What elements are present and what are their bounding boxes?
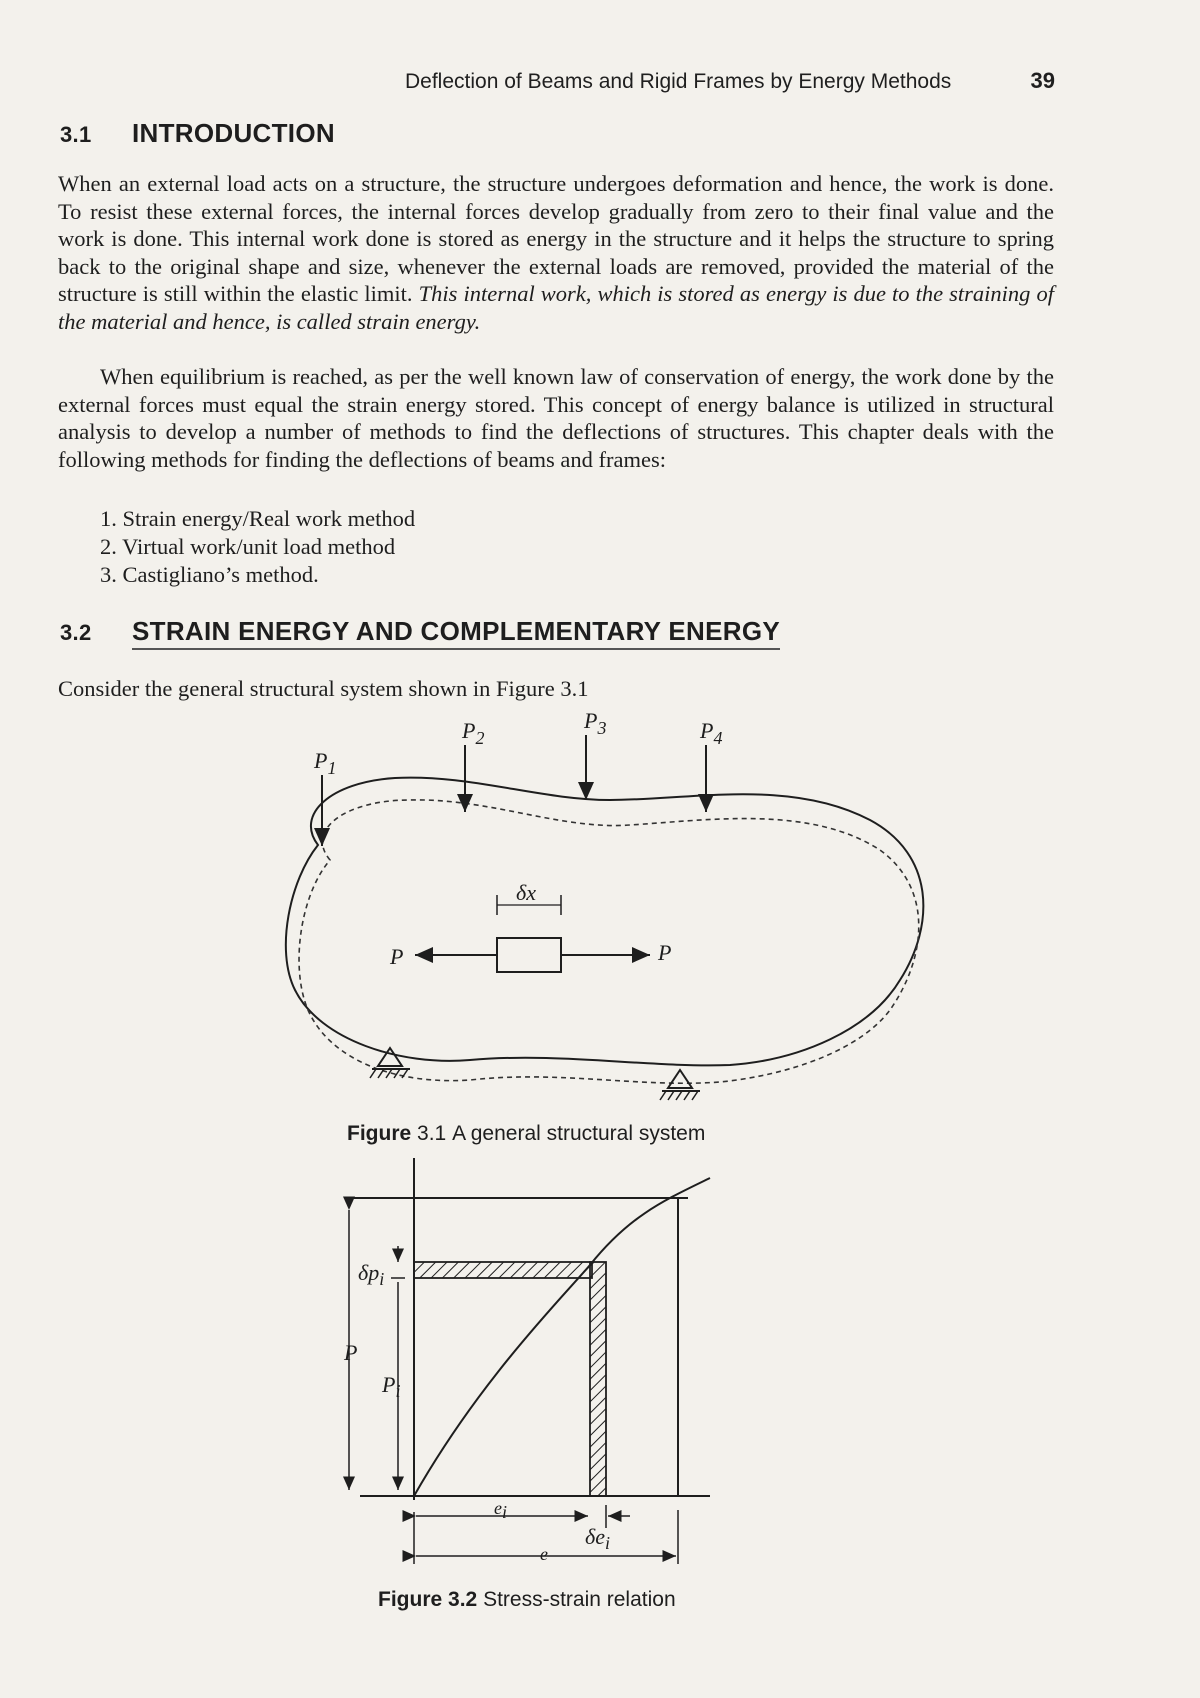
figure-caption-text: A general structural system [452,1122,706,1145]
figure-3-1-drawing [286,708,924,1100]
figure-3-2-caption [378,1588,676,1612]
load-label-p3: $P_3$ [584,708,607,738]
list-item: 1. Strain energy/Real work method [100,506,416,531]
label-Pi: $P_i$ [382,1372,401,1401]
figure-label: Figure [347,1122,412,1145]
strain-energy-definition: This internal work, which is stored as energy is due to the straining of the material and hence, is called strain energy. [58,281,1055,334]
hatched-strip-vertical [590,1262,606,1496]
label-dpi: $\delta p_i$ [358,1260,385,1289]
figure-number: 3.2 [448,1588,478,1611]
section-title: STRAIN ENERGY AND COMPLEMENTARY ENERGY [132,616,780,650]
label-dei: $\delta e_i$ [585,1524,611,1553]
figure-3-2-drawing [343,1158,710,1564]
label-ei: ei [494,1498,508,1522]
figure-caption-text: Stress-strain relation [483,1588,676,1611]
page-number: 39 [1030,68,1055,93]
stress-strain-curve [414,1178,710,1496]
element-dx-label: δx [516,880,536,905]
body-outline [286,778,924,1066]
running-title: Deflection of Beams and Rigid Frames by Energy Methods [405,70,952,93]
support-left [370,1048,410,1078]
figure-3-1-caption [347,1122,705,1146]
figure-label: Figure [378,1588,443,1611]
element-box [497,938,561,972]
load-label-p4: $P_4$ [700,718,723,748]
label-P: P [344,1340,358,1365]
element-force-left-label: P [390,944,404,969]
section-number: 3.2 [60,620,92,645]
load-label-p1: $P_1$ [314,748,337,778]
hatched-strip-horizontal [414,1262,592,1278]
element-force-right-label: P [658,940,672,965]
load-label-p2: $P_2$ [462,718,485,748]
figure-number: 3.1 [417,1122,447,1145]
list-item: 3. Castigliano’s method. [100,562,319,587]
section-number: 3.1 [60,122,92,147]
section2-paragraph: Consider the general structural system shown in Figure 3.1 [58,676,589,701]
support-right [660,1070,700,1100]
intro-text: When an external load acts on a structure, the structure undergoes deformation and hence, the work is done. To resist these external forces, the internal forces develop gradually from zero to their final value and the work is done. This internal work done is stored as energy in the structure and it helps the structure to spring back to the original shape and size, whenever the external loads are removed, provided the material of the structure is still within the elastic limit. [58,171,1054,306]
intro-paragraph-2: When equilibrium is reached, as per the well known law of conservation of energy, the work done by the external forces must equal the strain energy stored. This concept of energy balance is utilized in structural analysis to develop a number of methods to find the deflections of structures. This chapter deals with the following methods for finding the deflections of beams and frames: [58,364,1054,472]
label-e: e [540,1544,548,1564]
section-title: INTRODUCTION [132,118,335,148]
list-item: 2. Virtual work/unit load method [100,534,396,559]
